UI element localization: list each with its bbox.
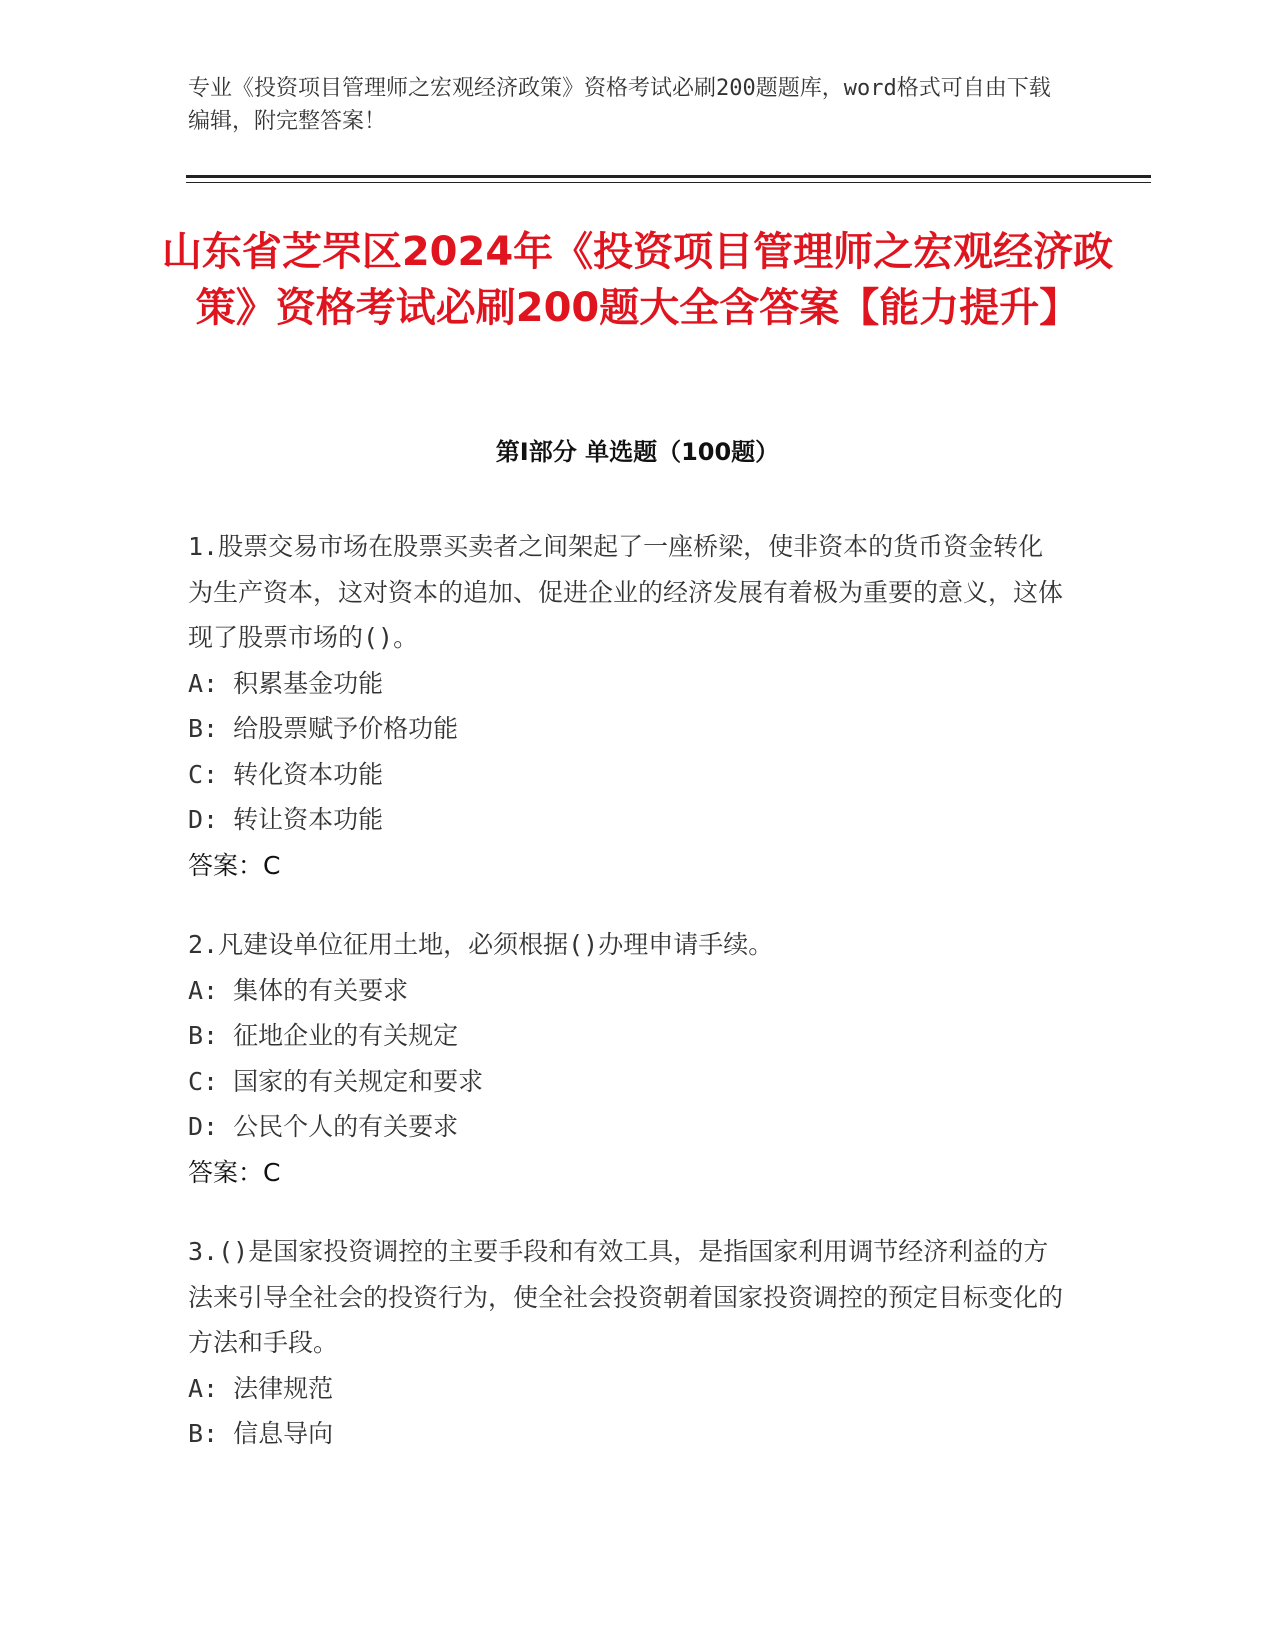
header-note: 专业《投资项目管理师之宏观经济政策》资格考试必刷200题题库，word格式可自由下载编辑，附完整答案！ [188,76,1051,134]
question-2 [188,922,1068,1195]
document-title: 山东省芝罘区2024年《投资项目管理师之宏观经济政策》资格考试必刷200题大全含答案【能力提升】 [161,229,1114,331]
option-b: B: 征地企业的有关规定 [188,1021,459,1050]
header-divider-thin [186,182,1151,183]
option-b: B: 给股票赋予价格功能 [188,714,459,743]
option-a: A: 集体的有关要求 [188,975,409,1005]
option-d: D: 转让资本功能 [188,805,384,834]
option-b: B: 信息导向 [188,1419,334,1448]
option-a: A: 积累基金功能 [188,668,384,698]
section-title: 第I部分 单选题（100题） [495,438,780,466]
option-d: D: 公民个人的有关要求 [188,1112,459,1141]
answer: 答案：C [188,1157,281,1187]
question-3 [188,1229,1068,1457]
option-a: A: 法律规范 [188,1373,334,1403]
header-divider-thick [186,175,1151,178]
option-c: C: 国家的有关规定和要求 [188,1066,484,1096]
question-text: 1.股票交易市场在股票买卖者之间架起了一座桥梁，使非资本的货币资金转化为生产资本，这对资本的追加、促进企业的经济发展有着极为重要的意义，这体现了股票市场的()。 [188,532,1064,652]
option-c: C: 转化资本功能 [188,759,384,789]
question-list [188,524,1068,1491]
answer: 答案：C [188,850,281,880]
question-text: 2.凡建设单位征用土地，必须根据()办理申请手续。 [188,930,774,959]
question-1 [188,524,1068,888]
question-text: 3.()是国家投资调控的主要手段和有效工具，是指国家利用调节经济利益的方法来引导全社会的投资行为，使全社会投资朝着国家投资调控的预定目标变化的方法和手段。 [188,1237,1064,1357]
